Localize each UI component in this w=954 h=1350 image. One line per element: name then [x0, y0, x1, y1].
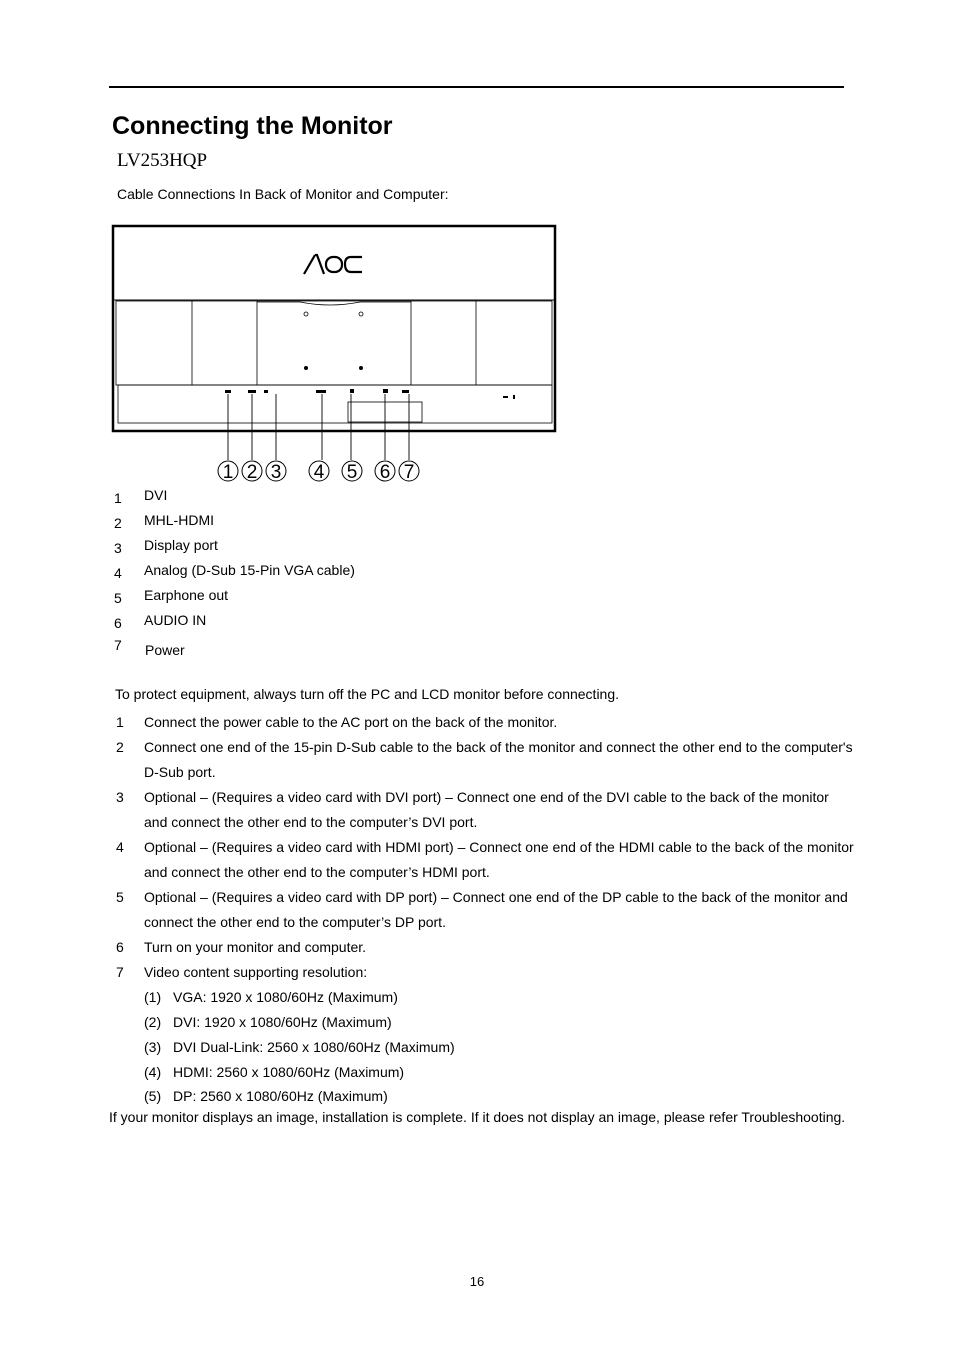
diagram-caption: Cable Connections In Back of Monitor and Computer: — [117, 186, 449, 202]
step-item: 5 Optional – (Requires a video card with DP port) – Connect one end of the DP cable to the back of the monitor and connect the other end to the computer’s DP port. — [116, 889, 848, 930]
page-number: 16 — [469, 1274, 485, 1289]
completion-note: If your monitor displays an image, installation is complete. If it does not display an image, please refer Troubleshooting. — [109, 1109, 846, 1125]
step-item: 7 Video content supporting resolution: — [116, 964, 368, 980]
legend-item: 1 DVI — [114, 487, 168, 506]
header-rule — [109, 86, 844, 88]
resolution-item: (5) DP: 2560 x 1080/60Hz (Maximum) — [144, 1088, 388, 1104]
legend-item: 3 Display port — [114, 537, 218, 556]
callout-1: 1 — [222, 462, 234, 483]
callout-2: 2 — [246, 462, 258, 483]
step-item: 6 Turn on your monitor and computer. — [116, 939, 367, 955]
resolution-item: (2) DVI: 1920 x 1080/60Hz (Maximum) — [144, 1014, 392, 1030]
model-name: LV253HQP — [117, 150, 208, 171]
legend-item: 5 Earphone out — [114, 587, 229, 606]
resolution-item: (1) VGA: 1920 x 1080/60Hz (Maximum) — [144, 989, 398, 1005]
legend-item: 2 MHL-HDMI — [114, 512, 214, 531]
resolution-item: (4) HDMI: 2560 x 1080/60Hz (Maximum) — [144, 1064, 405, 1080]
connection-steps — [114, 710, 854, 1108]
resolution-item: (3) DVI Dual-Link: 2560 x 1080/60Hz (Maximum) — [144, 1039, 455, 1055]
callout-6: 6 — [379, 462, 391, 483]
step-item: 4 Optional – (Requires a video card with HDMI port) – Connect one end of the HDMI cable to the back of the monitor and connect the other end to the computer’s HDMI port. — [116, 839, 854, 880]
callout-5: 5 — [346, 462, 358, 483]
callout-7: 7 — [403, 462, 415, 483]
callout-4: 4 — [313, 462, 325, 483]
callout-3: 3 — [270, 462, 282, 483]
aoc-logo — [304, 255, 362, 274]
step-item: 3 Optional – (Requires a video card with DVI port) – Connect one end of the DVI cable to the back of the monitor and connect the other end to the computer’s DVI port. — [116, 789, 829, 830]
page-title: Connecting the Monitor — [112, 112, 393, 140]
step-item: 2 Connect one end of the 15-pin D-Sub cable to the back of the monitor and connect the other end to the computer's D-Sub port. — [116, 739, 853, 780]
step-item: 1 Connect the power cable to the AC port on the back of the monitor. — [116, 714, 558, 730]
legend-item: 7 Power — [114, 637, 185, 658]
monitor-back-diagram — [110, 222, 560, 487]
legend-item: 4 Analog (D-Sub 15-Pin VGA cable) — [114, 562, 355, 581]
intro-text: To protect equipment, always turn off the PC and LCD monitor before connecting. — [115, 686, 620, 702]
legend-item: 6 AUDIO IN — [114, 612, 207, 631]
